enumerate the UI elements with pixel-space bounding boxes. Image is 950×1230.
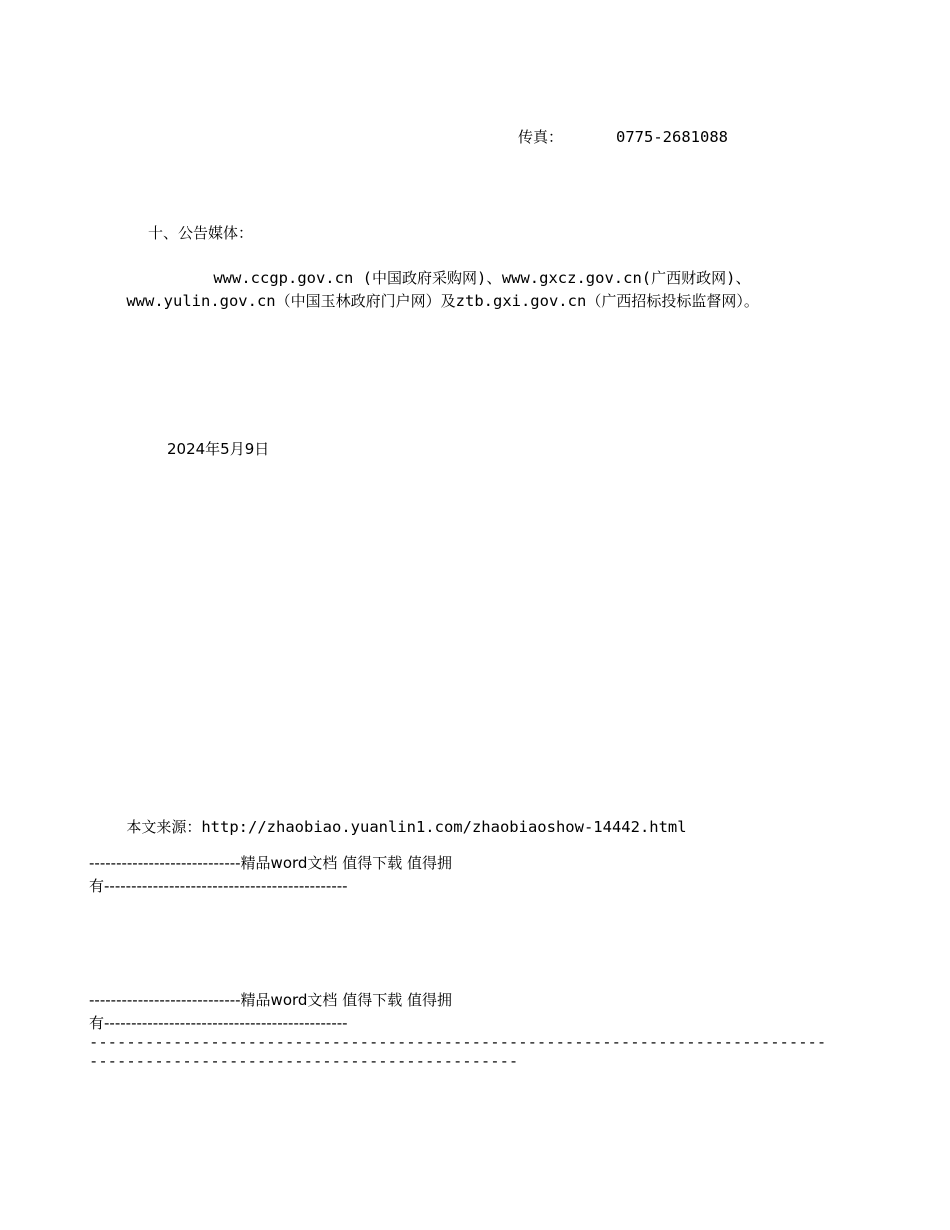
promo-banner-line: 有--------------------------------------------- — [89, 877, 348, 895]
media-site-gxcz-name: 广西财政网 — [651, 269, 727, 287]
media-section-heading: 十、公告媒体： — [148, 224, 254, 242]
media-sites-line-2 — [89, 268, 759, 334]
media-site-yulin: www.yulin.gov.cn — [126, 292, 276, 310]
media-separator: )、 — [726, 269, 751, 287]
media-site-ccgp: www.ccgp.gov.cn ( — [213, 269, 372, 287]
source-line — [89, 794, 687, 860]
announcement-date: 2024年5月9日 — [167, 440, 270, 458]
media-site-ztb: ztb.gxi.gov.cn — [455, 292, 587, 310]
promo-banner-line: 有--------------------------------------------- — [89, 1014, 348, 1032]
media-site-gxcz: )、www.gxcz.gov.cn( — [476, 269, 652, 287]
source-label: 本文来源： — [126, 818, 202, 836]
dashed-rule: ------------------------------------------------------------------------------- — [89, 1033, 827, 1051]
source-url-link[interactable]: http://zhaobiao.yuanlin1.com/zhaobiaoshow-14442.html — [201, 818, 687, 836]
dashed-rule: ---------------------------------------------- — [89, 1052, 519, 1070]
promo-banner-line: ----------------------------精品word文档 值得下载 值得拥 — [89, 854, 452, 872]
promo-banner-line: ----------------------------精品word文档 值得下载 值得拥 — [89, 991, 452, 1009]
fax-label: 传真： — [518, 128, 564, 146]
fax-number: 0775-2681088 — [616, 128, 728, 146]
media-site-yulin-name: （中国玉林政府门户网）及 — [275, 292, 456, 310]
media-site-ccgp-name: 中国政府采购网 — [371, 269, 477, 287]
media-site-ztb-name: （广西招标投标监督网）。 — [586, 292, 759, 310]
